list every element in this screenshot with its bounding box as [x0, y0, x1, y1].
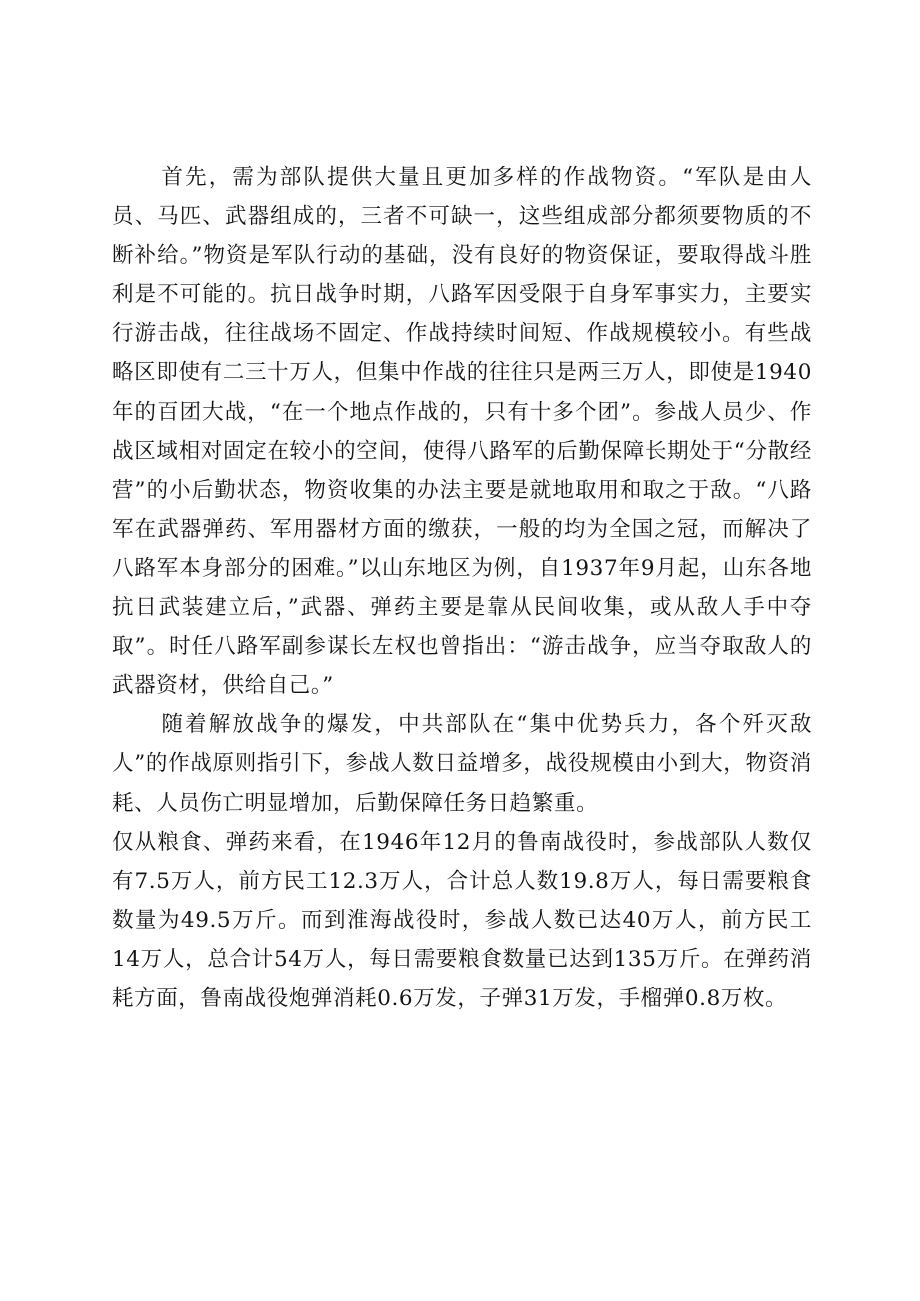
- body-text: [112, 158, 812, 1018]
- paragraph-1: 首先，需为部队提供大量且更加多样的作战物资。“军队是由人员、马匹、武器组成的，三者不可缺一，这些组成部分都须要物质的不断补给。”物资是军队行动的基础，没有良好的物资保证，要取得战斗胜利是不可能的。抗日战争时期，八路军因受限于自身军事实力，主要实行游击战，往往战场不固定、作战持续时间短、作战规模较小。有些战略区即使有二三十万人，但集中作战的往往只是两三万人，即使是1940年的百团大战，“在一个地点作战的，只有十多个团”。参战人员少、作战区域相对固定在较小的空间，使得八路军的后勤保障长期处于“分散经营”的小后勤状态，物资收集的办法主要是就地取用和取之于敌。“八路军在武器弹药、军用器材方面的缴获，一般的均为全国之冠，而解决了八路军本身部分的困难。”以山东地区为例，自1937年9月起，山东各地抗日武装建立后，”武器、弹药主要是靠从民间收集，或从敌人手中夺取”。时任八路军副参谋长左权也曾指出：“游击战争，应当夺取敌人的武器资材，供给自己。”: [112, 165, 812, 699]
- paragraph-2: 随着解放战争的爆发，中共部队在“集中优势兵力，各个歼灭敌人”的作战原则指引下，参战人数日益增多，战役规模由小到大，物资消耗、人员伤亡明显增加，后勤保障任务日趋繁重。: [112, 712, 812, 816]
- paragraph-3: 仅从粮食、弹药来看，在1946年12月的鲁南战役时，参战部队人数仅有7.5万人，前方民工12.3万人，合计总人数19.8万人，每日需要粮食数量为49.5万斤。而到淮海战役时，参战人数已达40万人，前方民工14万人，总合计54万人，每日需要粮食数量已达到135万斤。在弹药消耗方面，鲁南战役炮弹消耗0.6万发，子弹31万发，手榴弹0.8万枚。: [112, 829, 812, 1011]
